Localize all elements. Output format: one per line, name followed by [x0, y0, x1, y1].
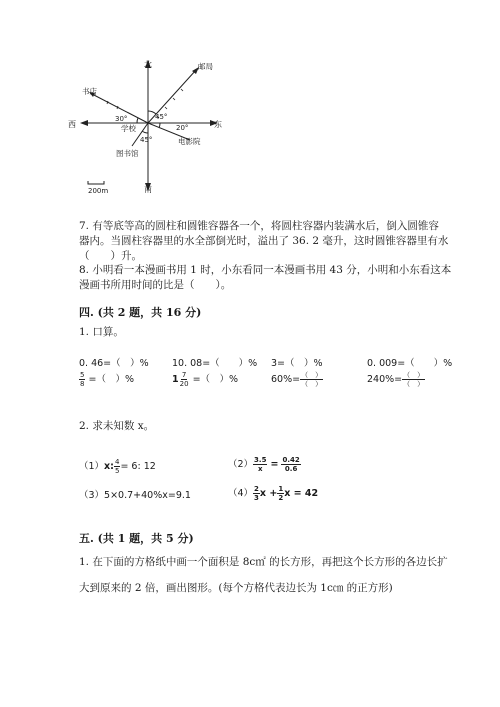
section-5-title: 五. (共 1 题，共 5 分)	[79, 532, 194, 545]
map-post-office-label: 邮局	[198, 62, 213, 71]
oral-calc-4: 0. 009=（ ）%	[367, 358, 453, 369]
q7-line1: 7. 有等底等高的圆柱和圆锥容器各一个，将圆柱容器内装满水后，倒入圆锥容	[79, 220, 439, 232]
map-west-label: 西	[68, 120, 76, 129]
oral-calc-2: 10. 08=（ ）%	[172, 358, 258, 369]
section-5-line1: 1. 在下面的方格纸中画一个面积是 8c㎡ 的长方形，再把这个长方形的各边长扩	[79, 556, 448, 568]
map-angle-nw: 30°	[115, 115, 128, 123]
map-south-label: 南	[144, 185, 152, 194]
map-cinema-label: 电影院	[178, 137, 201, 146]
map-bookstore-label: 书店	[82, 87, 97, 96]
oral-calc-6: 1 $\frac{7}{20}$ =（ ）%	[172, 371, 239, 388]
oral-calc-3: 3=（ ）%	[271, 358, 323, 369]
direction-map	[0, 0, 500, 200]
q7-line2: 器内。当圆柱容器里的水全部倒光时，溢出了 36. 2 毫升，这时圆锥容器里有水	[79, 235, 449, 247]
map-library-label: 图书馆	[116, 149, 139, 158]
equation-4: （4） $\frac{2}{3}$ x + $\frac{1}{2}$ x = 42	[228, 485, 319, 502]
map-angle-sw: 45°	[140, 136, 153, 144]
map-angle-ne: 45°	[155, 113, 168, 121]
section-5-line2: 大到原来的 2 倍，画出图形。(每个方格代表边长为 1c㎝ 的正方形)	[79, 582, 393, 594]
section-4-q2-label: 2. 求未知数 x。	[79, 420, 155, 432]
q7-line3: （ ）升。	[79, 250, 142, 262]
q8-line2: 漫画书所用时间的比是（ ）。	[79, 279, 232, 291]
oral-calc-8: 240%= $\frac{( )}{( )}$	[367, 371, 425, 388]
map-east-label: 东	[214, 120, 222, 129]
oral-calc-5: $\frac{5}{8}$ =（ ）%	[80, 371, 134, 388]
map-north-label: 北	[144, 60, 152, 69]
section-4-title: 四. (共 2 题，共 16 分)	[79, 306, 202, 319]
map-school-label: 学校	[121, 124, 136, 133]
oral-calc-1: 0. 46=（ ）%	[79, 358, 149, 369]
equation-3: （3）5×0.7+40%x=9.1	[79, 490, 191, 501]
section-4-q1-label: 1. 口算。	[79, 326, 124, 338]
map-scale-label: 200m	[88, 187, 109, 195]
map-angle-se: 20°	[176, 124, 189, 132]
q8-line1: 8. 小明看一本漫画书用 1 时，小东看同一本漫画书用 43 分，小明和小东看这本	[79, 264, 452, 276]
oral-calc-7: 60%= $\frac{( )}{( )}$	[271, 371, 323, 388]
equation-1: （1）x: $\frac{4}{5}$ = 6: 12	[79, 458, 156, 475]
equation-2: （2） $\frac{3.5}{x}$ = $\frac{0.42}{0.6}$	[228, 456, 300, 473]
